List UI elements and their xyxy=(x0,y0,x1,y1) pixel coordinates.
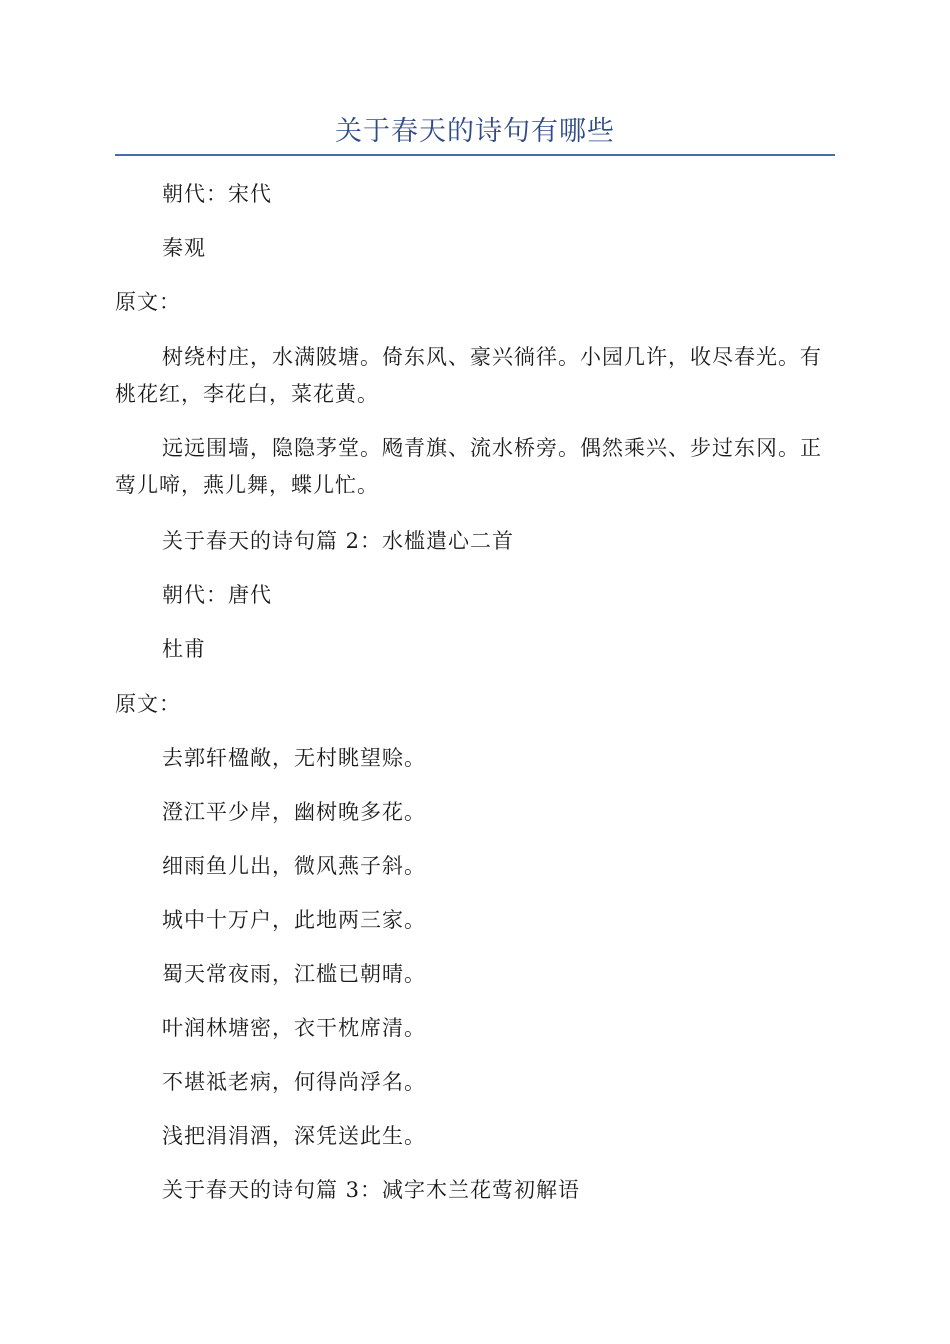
title-underline xyxy=(115,154,835,156)
document-title: 关于春天的诗句有哪些 xyxy=(335,116,615,147)
section-heading: 关于春天的诗句篇 2：水槛遣心二首 xyxy=(162,529,515,553)
section-heading: 关于春天的诗句篇 3：减字木兰花莺初解语 xyxy=(162,1178,581,1202)
poem-line: 叶润林塘密，衣干枕席清。 xyxy=(162,1016,426,1040)
poem-line: 浅把涓涓酒，深凭送此生。 xyxy=(162,1124,426,1148)
original-text-label: 原文： xyxy=(115,290,181,314)
author-line: 杜甫 xyxy=(162,637,206,661)
poem-line: 细雨鱼儿出，微风燕子斜。 xyxy=(162,854,426,878)
author-line: 秦观 xyxy=(162,236,206,260)
poem-line: 澄江平少岸，幽树晚多花。 xyxy=(162,800,426,824)
dynasty-line: 朝代：唐代 xyxy=(162,583,272,607)
dynasty-line: 朝代：宋代 xyxy=(162,182,272,206)
poem-line: 城中十万户，此地两三家。 xyxy=(162,908,426,932)
poem-line: 不堪祗老病，何得尚浮名。 xyxy=(162,1070,426,1094)
poem-line: 去郭轩楹敞，无村眺望赊。 xyxy=(162,746,426,770)
poem-paragraph: 远远围墙，隐隐茅堂。飏青旗、流水桥旁。偶然乘兴、步过东冈。正莺儿啼，燕儿舞，蝶儿忙。 xyxy=(115,436,822,497)
poem-paragraph: 树绕村庄，水满陂塘。倚东风、豪兴徜徉。小园几许，收尽春光。有桃花红，李花白，菜花黄。 xyxy=(115,345,822,406)
poem-line: 蜀天常夜雨，江槛已朝晴。 xyxy=(162,962,426,986)
original-text-label: 原文： xyxy=(115,692,181,716)
